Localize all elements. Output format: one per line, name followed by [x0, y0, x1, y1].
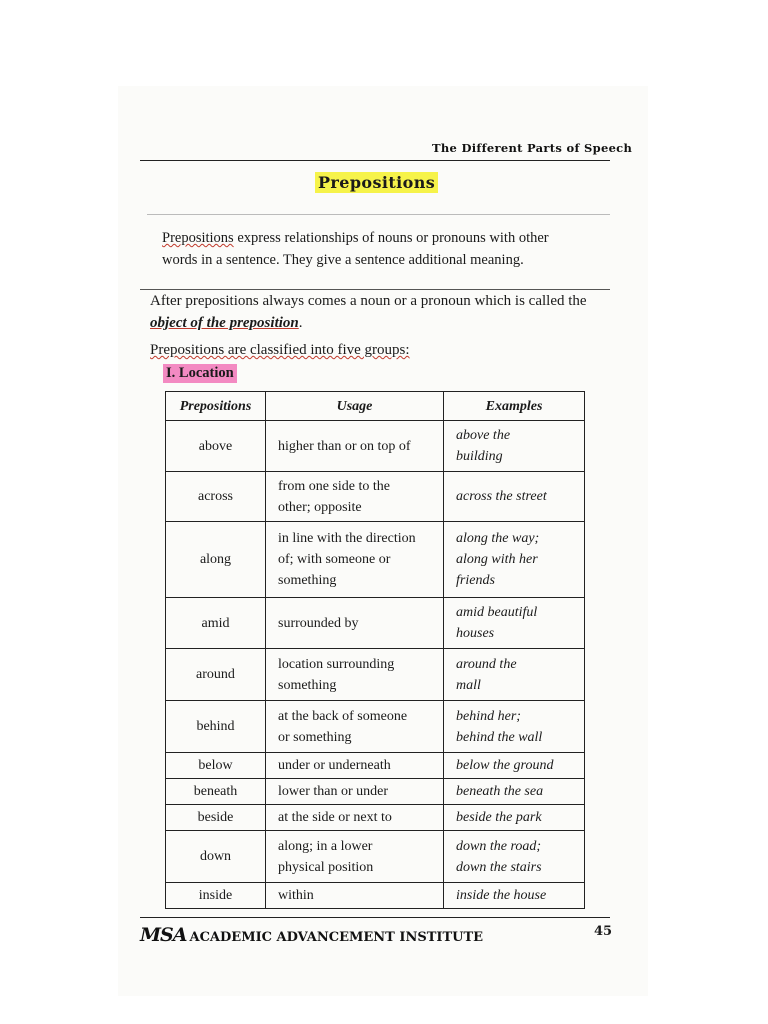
cell-example [444, 883, 585, 909]
usage-line: physical position [278, 859, 374, 875]
object-rule-text: After prepositions always comes a noun or a pronoun which is called the [150, 293, 587, 309]
cell-preposition: above [166, 421, 266, 472]
intro-term: Prepositions [162, 230, 234, 246]
running-header: The Different Parts of Speech [432, 141, 633, 155]
intro-line2: words in a sentence. They give a sentence additional meaning. [162, 252, 524, 268]
example-line: behind her; [456, 708, 521, 724]
example-line: beneath the sea [456, 784, 544, 799]
example-line: above the [456, 428, 511, 443]
example-line: below the ground [456, 758, 554, 773]
cell-usage [266, 805, 444, 831]
msa-logo-mark: MSA [140, 924, 187, 946]
usage-line: within [278, 888, 314, 903]
table-body [166, 421, 585, 909]
example-line: down the road; [456, 838, 542, 854]
cell-example [444, 472, 585, 522]
example-line: behind the wall [456, 729, 543, 745]
usage-line: something [278, 677, 337, 693]
usage-line: along; in a lower [278, 838, 373, 854]
table-row [166, 701, 585, 753]
title-rule [147, 214, 610, 215]
usage-line: at the side or next to [278, 810, 392, 825]
table-row [166, 805, 585, 831]
cell-preposition: below [166, 753, 266, 779]
usage-line: other; opposite [278, 499, 362, 515]
table-row [166, 649, 585, 701]
header-prepositions: Prepositions [166, 392, 266, 421]
cell-preposition: down [166, 831, 266, 883]
usage-line: something [278, 573, 337, 588]
example-line: mall [456, 677, 481, 693]
page-number: 45 [594, 924, 613, 939]
example-line: around the [456, 656, 517, 672]
example-line: along the way; [456, 531, 540, 546]
cell-preposition: inside [166, 883, 266, 909]
cell-example [444, 831, 585, 883]
cell-usage [266, 701, 444, 753]
example-line: beside the park [456, 810, 542, 825]
cell-example [444, 753, 585, 779]
usage-line: at the back of someone [278, 708, 408, 724]
object-rule-end: . [298, 315, 303, 331]
table-row [166, 831, 585, 883]
cell-usage [266, 831, 444, 883]
cell-example [444, 779, 585, 805]
cell-preposition: around [166, 649, 266, 701]
table-row [166, 883, 585, 909]
cell-usage [266, 421, 444, 472]
cell-usage [266, 472, 444, 522]
cell-example [444, 701, 585, 753]
page-title: Prepositions [315, 172, 438, 193]
intro-paragraph [162, 227, 602, 271]
usage-line: of; with someone or [278, 552, 391, 567]
header-usage: Usage [266, 392, 444, 421]
cell-preposition: beneath [166, 779, 266, 805]
object-term: object of the preposition [150, 315, 299, 331]
example-line: inside the house [456, 888, 547, 903]
cell-example [444, 522, 585, 598]
cell-usage [266, 779, 444, 805]
example-line: amid beautiful [456, 605, 538, 620]
cell-preposition: along [166, 522, 266, 598]
table-row [166, 598, 585, 649]
table-row [166, 522, 585, 598]
header-rule [140, 160, 610, 161]
table-header-row [166, 392, 585, 421]
prepositions-table [165, 391, 585, 909]
example-line: friends [456, 573, 495, 588]
example-line: houses [456, 626, 495, 641]
header-examples: Examples [444, 392, 585, 421]
cell-usage [266, 649, 444, 701]
example-line: across the street [456, 489, 547, 504]
table-row [166, 472, 585, 522]
cell-example [444, 598, 585, 649]
classified-sentence [150, 339, 590, 361]
cell-preposition: behind [166, 701, 266, 753]
classified-text: Prepositions are classified into five groups: [150, 342, 410, 358]
cell-example [444, 649, 585, 701]
cell-usage [266, 522, 444, 598]
usage-line: from one side to the [278, 478, 390, 494]
cell-preposition: beside [166, 805, 266, 831]
usage-line: surrounded by [278, 615, 359, 631]
intro-line1-rest: express relationships of nouns or pronouns with other [233, 230, 549, 246]
usage-line: higher than or on top of [278, 438, 411, 454]
cell-preposition: amid [166, 598, 266, 649]
usage-line: lower than or under [278, 784, 389, 799]
usage-line: or something [278, 729, 352, 745]
table-row [166, 753, 585, 779]
cell-usage [266, 883, 444, 909]
institute-name: ACADEMIC ADVANCEMENT INSTITUTE [189, 930, 484, 945]
usage-line: in line with the direction [278, 531, 416, 546]
example-line: down the stairs [456, 859, 542, 875]
cell-usage [266, 753, 444, 779]
cell-example [444, 421, 585, 472]
cell-preposition: across [166, 472, 266, 522]
section-label: I. Location [163, 364, 237, 383]
usage-line: location surrounding [278, 656, 395, 672]
object-rule-paragraph [150, 290, 610, 334]
usage-line: under or underneath [278, 758, 391, 773]
table-row [166, 421, 585, 472]
footer-rule [140, 917, 610, 918]
footer-logo [140, 924, 483, 946]
example-line: building [456, 449, 503, 464]
cell-usage [266, 598, 444, 649]
example-line: along with her [456, 552, 538, 567]
table-row [166, 779, 585, 805]
cell-example [444, 805, 585, 831]
